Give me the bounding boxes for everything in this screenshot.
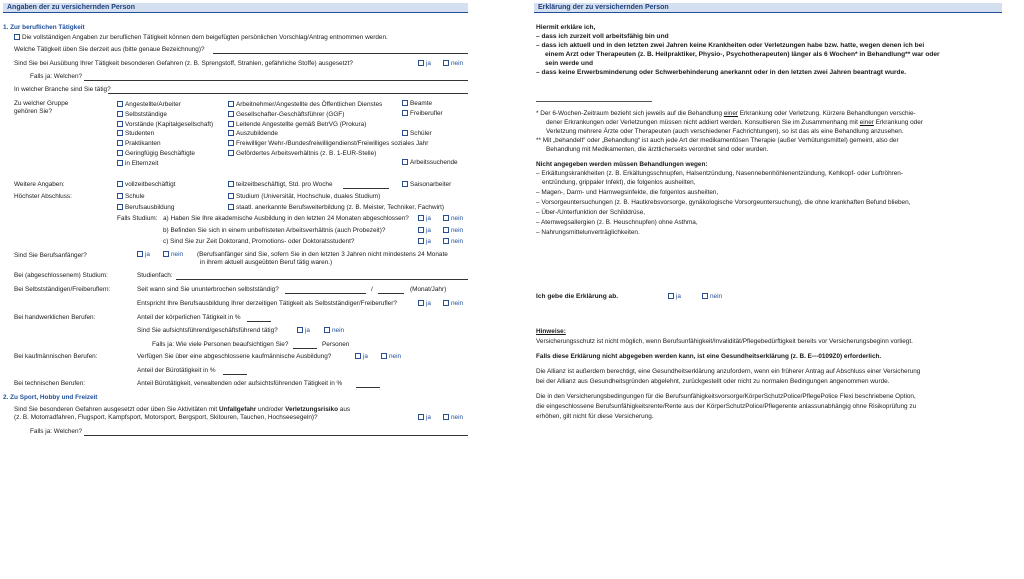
kauf-percent-input[interactable] (223, 374, 247, 375)
activity-question: Welche Tätigkeit üben Sie derzeit aus (bitte genaue Bezeichnung)? (14, 46, 205, 53)
group-option[interactable] (117, 100, 213, 110)
weitere-option[interactable] (402, 181, 451, 189)
personen-label: Personen (322, 341, 350, 348)
ja-checkbox[interactable] (418, 227, 424, 233)
ja-checkbox[interactable] (668, 293, 674, 299)
group-option[interactable] (117, 129, 213, 139)
date-slash: / (371, 286, 373, 293)
hand-question-3: Falls ja: Wie viele Personen beaufsichtigen Sie? (152, 341, 289, 348)
weitere-checkbox[interactable] (402, 181, 408, 187)
declaration-item-3: – dass keine Erwerbsminderung oder Schwerbehinderung anerkannt oder in den letzten zwei Jahren beantragt wurde. (536, 69, 907, 76)
sport-question-emphasis: Verletzungsrisiko (285, 406, 338, 413)
kauf-section-label: Bei kaufmännischen Berufen: (14, 353, 98, 360)
hint-line: Falls diese Erklärung nicht abgegeben werden kann, ist eine Gesundheitserklärung (z. B. E---0109Z0) erforderlich. (536, 353, 882, 360)
not-reported-item: – Über-/Unterfunktion der Schilddrüse, (536, 209, 646, 216)
ja-checkbox[interactable] (137, 251, 143, 257)
nein-label: nein (332, 327, 345, 334)
studienfach-input[interactable] (176, 279, 468, 280)
anfaenger-question: Sind Sie Berufsanfänger? (14, 252, 87, 259)
section-2-title: 2. Zu Sport, Hobby und Freizeit (3, 394, 98, 401)
studium-b-nein[interactable] (443, 227, 463, 235)
group-checkbox[interactable] (117, 150, 123, 156)
studienfach-label: Studienfach: (137, 272, 173, 279)
hand-question-2: Sind Sie aufsichtsführend/geschäftsführend tätig? (137, 327, 278, 334)
group-option-label: Angestellte/Arbeiter (125, 101, 181, 108)
abschluss-option[interactable] (228, 204, 444, 212)
hint-line: erhöhen, gilt nicht für diese Versicherung. (536, 413, 654, 420)
left-header-title: Angaben der zu versichernden Person (7, 4, 135, 11)
right-section-header (534, 3, 1002, 13)
danger-nein-option[interactable] (443, 60, 463, 68)
group-checkbox[interactable] (402, 159, 408, 165)
group-option[interactable] (402, 110, 443, 118)
anfaenger-note-1: (Berufsanfänger sind Sie, sofern Sie in den letzten 3 Jahren nicht mindestens 24 Monate (197, 251, 448, 258)
left-section-header (3, 3, 468, 13)
ja-label: ja (305, 327, 310, 334)
sport-question-text: aus (337, 406, 351, 413)
abschluss-option-label: Berufsausbildung (125, 204, 175, 211)
group-checkbox[interactable] (117, 111, 123, 117)
anfaenger-ja[interactable] (137, 251, 150, 259)
hand-q2-ja[interactable] (297, 327, 310, 335)
ja-label: ja (426, 60, 431, 67)
hints-title: Hinweise: (536, 328, 566, 335)
not-reported-item: – Erkältungskrankheiten (z. B. Erkältungsschnupfen, Halsentzündung, Nasennebenhöhlenentzündung, Kehlkopf- oder Luftröhren- (536, 170, 903, 177)
group-option-label: in Elternzeit (125, 159, 159, 167)
abschluss-checkbox[interactable] (228, 193, 234, 199)
nein-checkbox[interactable] (443, 238, 449, 244)
selbst-question: Seit wann sind Sie ununterbrochen selbstständig? (137, 286, 279, 293)
group-checkbox[interactable] (402, 130, 408, 136)
group-option[interactable] (117, 110, 213, 120)
nein-checkbox[interactable] (702, 293, 708, 299)
abschluss-option-label: staatl. anerkannte Berufsweiterbildung (z. B. Meister, Techniker, Fachwirt) (236, 204, 445, 211)
group-option[interactable] (402, 100, 432, 108)
footnote-underlined: einer (723, 110, 739, 117)
declaration-ja[interactable] (668, 293, 681, 301)
ja-label: ja (426, 227, 431, 234)
abschluss-option[interactable] (117, 193, 145, 201)
group-option-label: Geringfügig Beschäftigte (125, 149, 195, 157)
nein-checkbox[interactable] (443, 414, 449, 420)
weitere-option[interactable] (228, 181, 333, 189)
group-col1 (117, 100, 213, 169)
abschluss-option-label: Studium (Universität, Hochschule, duales Studium) (236, 193, 381, 200)
group-option-label: Freiberufler (410, 110, 443, 117)
nein-label: nein (710, 293, 723, 300)
selbst-year-input[interactable] (378, 293, 404, 294)
not-reported-title: Nicht angegeben werden müssen Behandlungen wegen: (536, 161, 708, 168)
branch-question: In welcher Branche sind Sie tätig? (14, 86, 111, 93)
group-option-label: Selbstständige (125, 110, 167, 118)
group-option-label: Schüler (410, 130, 432, 137)
consent-checkbox[interactable] (14, 34, 20, 40)
studium-a-nein[interactable] (443, 215, 463, 223)
group-checkbox[interactable] (228, 101, 234, 107)
group-option[interactable] (402, 159, 458, 167)
sport-question-text: und/oder (256, 406, 286, 413)
weitere-checkbox[interactable] (117, 181, 123, 187)
group-checkbox[interactable] (402, 100, 408, 106)
ja-label: ja (145, 251, 150, 258)
nein-label: nein (451, 238, 464, 245)
not-reported-item: – Nahrungsmittelunverträglichkeiten. (536, 229, 640, 236)
footnote-2-line-1: ** Mit „behandelt“ oder „Behandlung“ ist auch jede Art der medikamentösen Therapie (außer Verhütungsmittel) gemeint, also der (536, 137, 899, 144)
kauf-question-2: Anteil der Bürotätigkeit in % (137, 367, 216, 374)
sport-which-input[interactable] (84, 435, 468, 436)
group-checkbox[interactable] (117, 160, 123, 166)
hint-line: Die in den Versicherungsbedingungen für die Berufsunfähigkeitsvorsorge/KörperSchutzPolice/PflegePolice Flexi beschriebene Option, (536, 393, 916, 400)
footnote-text: Erkrankung oder (873, 119, 923, 126)
group-checkbox[interactable] (228, 121, 234, 127)
studium-question-c: c) Sind Sie zur Zeit Doktorand, Promotions- oder Doktoratsstudent? (163, 238, 355, 245)
group-option[interactable] (117, 139, 213, 149)
ja-checkbox[interactable] (355, 353, 361, 359)
nein-label: nein (451, 60, 464, 67)
footnote-text: * Der 6-Wochen-Zeitraum bezieht sich jeweils auf die Behandlung (536, 110, 724, 117)
declaration-intro: Hiermit erkläre ich, (536, 24, 596, 31)
group-option-label: Freiwilliger Wehr-/Bundesfreiwilligendienst/Freiwilliges soziales Jahr (236, 140, 429, 148)
danger-nein-checkbox[interactable] (443, 60, 449, 66)
hand-question-1: Anteil der körperlichen Tätigkeit in % (137, 314, 241, 321)
ja-label: ja (426, 215, 431, 222)
branch-input[interactable] (108, 93, 468, 94)
not-reported-item: entzündung, grippaler Infekt), die folgenlos ausheilten, (542, 179, 696, 186)
weitere-option-label: vollzeitbeschäftigt (125, 181, 176, 188)
anfaenger-note-2: in ihrem aktuell ausgeübten Beruf tätig waren.) (200, 259, 333, 266)
activity-input[interactable] (213, 53, 468, 54)
anfaenger-nein[interactable] (163, 251, 183, 259)
abschluss-option[interactable] (228, 193, 380, 201)
weitere-option-label: teilzeitbeschäftigt, Std. pro Woche (236, 181, 333, 188)
kauf-q1-ja[interactable] (355, 353, 368, 361)
hand-persons-input[interactable] (293, 348, 317, 349)
sport-nein[interactable] (443, 414, 463, 422)
sport-question-emphasis: Unfallgefahr (218, 406, 257, 413)
footnote-text: Erkrankung oder Verletzung. Kürzere Behandlungen verschie- (738, 110, 916, 117)
sport-ja[interactable] (418, 414, 431, 422)
footnote-2-line-2: Behandlung mit Medikamenten, die ärztlicherseits verordnet sind oder wurden. (546, 146, 769, 153)
footnote-underlined: einer (859, 119, 874, 126)
weitere-option[interactable] (117, 181, 175, 189)
studium-c-nein[interactable] (443, 238, 463, 246)
nein-checkbox[interactable] (443, 227, 449, 233)
group-option[interactable] (228, 139, 428, 149)
hand-percent-input[interactable] (247, 321, 271, 322)
group-option[interactable] (228, 120, 428, 130)
ja-checkbox[interactable] (418, 414, 424, 420)
studium-a-ja[interactable] (418, 215, 431, 223)
weitere-label: Weitere Angaben: (14, 181, 65, 188)
group-checkbox[interactable] (228, 150, 234, 156)
group-option-label: Leitende Angestellte gemäß BetrVG (Prokura) (236, 120, 367, 128)
declaration-item-1: – dass ich zurzeit voll arbeitsfähig bin und (536, 33, 669, 40)
tech-percent-input[interactable] (356, 387, 380, 388)
ja-label: ja (426, 238, 431, 245)
falls-studium-label: Falls Studium: (117, 215, 158, 222)
studium-c-ja[interactable] (418, 238, 431, 246)
group-checkbox[interactable] (228, 140, 234, 146)
footnote-1-line-3: Verletzung mehrere Ärzte oder Therapeuten (auch verschiedener Fachrichtungen), so ist das als eine Behandlung anzusehen. (546, 128, 904, 135)
nein-checkbox[interactable] (163, 251, 169, 257)
hand-section-label: Bei handwerklichen Berufen: (14, 314, 96, 321)
consent-label: Die vollständigen Angaben zur beruflichen Tätigkeit können dem beigefügten persönlichen Vorschlag/Antrag entnommen werden. (22, 34, 388, 41)
ja-checkbox[interactable] (418, 300, 424, 306)
nein-label: nein (451, 215, 464, 222)
right-header-title: Erklärung der zu versichernden Person (538, 4, 669, 11)
danger-which-input[interactable] (84, 80, 468, 81)
group-option[interactable] (228, 129, 428, 139)
abschluss-option-label: Schule (125, 193, 145, 200)
sport-which-label: Falls ja: Welchen? (30, 428, 83, 435)
group-option-label: Arbeitssuchende (410, 159, 458, 166)
group-option-label: Praktikanten (125, 140, 161, 148)
group-option[interactable] (402, 130, 432, 138)
selbst-month-input[interactable] (285, 293, 366, 294)
ja-label: ja (426, 300, 431, 307)
abschluss-checkbox[interactable] (117, 204, 123, 210)
weitere-option-label: Saisonarbeiter (410, 181, 452, 188)
selbst-section-label: Bei Selbstständigen/Freiberuflern: (14, 286, 111, 293)
abschluss-label: Höchster Abschluss: (14, 193, 72, 200)
nein-label: nein (451, 227, 464, 234)
studium-question-a: a) Haben Sie Ihre akademische Ausbildung in den letzten 24 Monaten abgeschlossen? (163, 215, 409, 222)
abschluss-option[interactable] (117, 204, 174, 212)
kauf-q1-nein[interactable] (381, 353, 401, 361)
section-1-title: 1. Zur beruflichen Tätigkeit (3, 24, 85, 31)
studium-question-b: b) Befinden Sie sich in einem unbefristeten Arbeitsverhältnis (auch Probezeit)? (163, 227, 386, 234)
monat-jahr-label: (Monat/Jahr) (410, 286, 447, 293)
kauf-question-1: Verfügen Sie über eine abgeschlossene kaufmännische Ausbildung? (137, 353, 332, 360)
abschluss-checkbox[interactable] (117, 193, 123, 199)
ja-label: ja (676, 293, 681, 300)
ja-label: ja (426, 414, 431, 421)
ja-checkbox[interactable] (418, 238, 424, 244)
group-option[interactable] (117, 159, 213, 169)
group-checkbox[interactable] (228, 111, 234, 117)
nein-label: nein (389, 353, 402, 360)
footnote-1-line-1 (536, 110, 916, 118)
abschluss-checkbox[interactable] (228, 204, 234, 210)
group-option-label: Arbeitnehmer/Angestellte des Öffentlichen Dienstes (236, 101, 383, 108)
studium-b-ja[interactable] (418, 227, 431, 235)
group-option[interactable] (117, 120, 213, 130)
group-label-1: Zu welcher Gruppe (14, 100, 69, 107)
group-col2 (228, 100, 428, 159)
hint-line: bei der Allianz aus Gesundheitsgründen abgelehnt, zurückgestellt oder nicht zu normalen Bedingungen angenommen wurde. (536, 378, 890, 385)
declaration-item-2c: sein werde und (545, 60, 593, 67)
group-option-label: Vorstände (Kapitalgesellschaft) (125, 120, 214, 128)
ja-checkbox[interactable] (418, 215, 424, 221)
group-checkbox[interactable] (402, 110, 408, 116)
hand-q2-nein[interactable] (324, 327, 344, 335)
tech-section-label: Bei technischen Berufen: (14, 380, 86, 387)
group-checkbox[interactable] (117, 130, 123, 136)
group-option-label: Gefördertes Arbeitsverhältnis (z. B. 1-EUR-Stelle) (236, 149, 377, 157)
nein-label: nein (171, 251, 184, 258)
group-checkbox[interactable] (117, 101, 123, 107)
declaration-item-2: – dass ich aktuell und in den letzten zwei Jahren keine Krankheiten oder Verletzungen habe bzw. hatte, wegen denen ich bei (536, 42, 925, 49)
tech-question: Anteil Bürotätigkeit, verwaltenden oder aufsichtsführenden Tätigkeit in % (137, 380, 343, 387)
not-reported-item: – Atemwegsallergien (z. B. Heuschnupfen) ohne Asthma, (536, 219, 698, 226)
sport-question-line-2: (z. B. Motorradfahren, Flugsport, Kampfsport, Motorsport, Bergsport, Skitouren, Tauchen, Hochseesegeln)? (14, 414, 318, 421)
hint-line: Versicherungsschutz ist nicht möglich, wenn Berufsunfähigkeit/Invalidität/Pflegebedürftigkeit bereits vor Versicherungsbeginn vorliegt. (536, 338, 913, 345)
footnote-text: dener Erkrankungen oder Verletzungen müssen nicht addiert werden. Konsultieren Sie im Zusammenhang mit (546, 119, 860, 126)
nein-checkbox[interactable] (443, 215, 449, 221)
danger-ja-checkbox[interactable] (418, 60, 424, 66)
footnote-1-line-2 (546, 119, 923, 127)
ja-checkbox[interactable] (297, 327, 303, 333)
hours-input[interactable] (343, 188, 389, 189)
ja-label: ja (363, 353, 368, 360)
group-option-label: Gesellschafter-Geschäftsführer (GGF) (236, 110, 345, 118)
nein-checkbox[interactable] (324, 327, 330, 333)
declaration-nein[interactable] (702, 293, 722, 301)
hint-line: die eingeschlossene Berufsunfähigkeitsrente/Rente aus der KörperSchutzPolice/Pflegerente anlassunabhängig ohne Risikoprüfung zu (536, 403, 917, 410)
group-option-label: Auszubildende (236, 130, 278, 138)
group-option-label: Studenten (125, 130, 155, 138)
sport-question-line-1 (14, 406, 350, 414)
group-option[interactable] (228, 149, 428, 159)
nein-checkbox[interactable] (381, 353, 387, 359)
selbst-question-2: Entspricht Ihre Berufsausbildung Ihrer derzeitigen Tätigkeit als Selbstständiger/Freiberufler? (137, 300, 397, 307)
sport-question-text: Sind Sie besonderen Gefahren ausgesetzt oder üben Sie Aktivitäten mit (14, 406, 219, 413)
group-checkbox[interactable] (117, 121, 123, 127)
nein-label: nein (451, 414, 464, 421)
danger-which-label: Falls ja: Welchen? (30, 73, 83, 80)
group-option[interactable] (228, 100, 428, 110)
group-option[interactable] (117, 149, 213, 159)
weitere-checkbox[interactable] (228, 181, 234, 187)
not-reported-item: – Vorsorgeuntersuchungen (z. B. Hautkrebsvorsorge, gynäkologische Vorsorgeuntersuchung), die ohne krankhaften Befund blieben, (536, 199, 911, 206)
hint-line: Die Allianz ist außerdem berechtigt, eine Gesundheitserklärung anzufordern, wenn ein früherer Antrag auf Abschluss einer Versicherung (536, 368, 921, 375)
not-reported-item: – Magen-, Darm- und Harnwegsinfekte, die folgenlos ausheilten, (536, 189, 719, 196)
declaration-item-2b: einem Arzt oder Therapeuten (z. B. Heilpraktiker, Physio-, Psychotherapeuten) länger als 6 Wochen* in Behandlung** war oder (545, 51, 940, 58)
footnote-divider (536, 101, 652, 102)
nein-checkbox[interactable] (443, 300, 449, 306)
danger-ja-option[interactable] (418, 60, 431, 68)
group-checkbox[interactable] (117, 140, 123, 146)
selbst-q2-nein[interactable] (443, 300, 463, 308)
group-option[interactable] (228, 110, 428, 120)
group-option-label: Beamte (410, 100, 433, 107)
consent-checkbox-row[interactable] (14, 34, 388, 42)
nein-label: nein (451, 300, 464, 307)
group-checkbox[interactable] (228, 130, 234, 136)
declaration-question: Ich gebe die Erklärung ab. (536, 293, 619, 300)
selbst-q2-ja[interactable] (418, 300, 431, 308)
danger-question: Sind Sie bei Ausübung Ihrer Tätigkeit besonderen Gefahren (z. B. Sprengstoff, Strahlen, gefährliche Stoffe) ausgesetzt? (14, 60, 353, 67)
group-label-2: gehören Sie? (14, 108, 53, 115)
studium-section-label: Bei (abgeschlossenem) Studium: (14, 272, 108, 279)
